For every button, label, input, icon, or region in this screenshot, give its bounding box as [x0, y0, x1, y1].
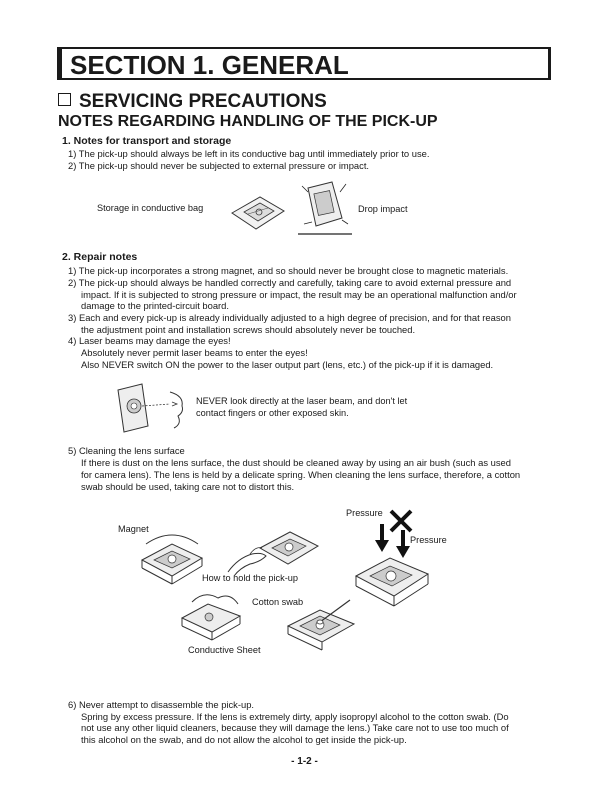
label-pressure-right: Pressure [410, 535, 447, 545]
label-magnet: Magnet [118, 524, 149, 534]
transport-heading: 1. Notes for transport and storage [62, 135, 232, 147]
repair-line-1: 1) The pick-up incorporates a strong magnet, and so should never be brought close to magnetic materials. [68, 265, 509, 276]
cleaning-line-2: If there is dust on the lens surface, the dust should be cleaned away by using an air bush (such as used [81, 457, 511, 468]
conductive-bag-illustration [228, 193, 288, 233]
conductive-sheet-pickup-illustration [178, 590, 246, 644]
laser-warning-line-1: NEVER look directly at the laser beam, and don't let [196, 396, 408, 406]
magnet-pickup-illustration [136, 530, 208, 586]
transport-item-2: 2) The pick-up should never be subjected to external pressure or impact. [68, 160, 370, 171]
pickup-heading: NOTES REGARDING HANDLING OF THE PICK-UP [58, 113, 438, 130]
laser-warning-line-2: contact fingers or other exposed skin. [196, 408, 349, 418]
repair-line-9: Also NEVER switch ON the power to the laser output part (lens, etc.) of the pick-up if it is damaged. [81, 359, 494, 370]
repair-line-2: 2) The pick-up should always be handled correctly and carefully, taking care to avoid external pressure and [68, 277, 512, 288]
label-cotton-swab: Cotton swab [252, 597, 304, 607]
cleaning-line-4: swab should be used, taking care not to distort this. [81, 481, 295, 492]
repair-line-5: 3) Each and every pick-up is already individually adjusted to a high degree of precision, and for that reason [68, 312, 511, 323]
disassemble-line-2: Spring by excess pressure. If the lens is extremely dirty, apply isopropyl alcohol to the cotton swab. (Do [81, 711, 509, 722]
repair-line-8: Absolutely never permit laser beams to enter the eyes! [81, 347, 308, 358]
disassemble-line-3: not use any other liquid cleaners, because they will damage the lens.) Take care not to use too much of [81, 722, 509, 733]
repair-line-6: the adjustment point and installation screws should absolutely never be touched. [81, 324, 416, 335]
repair-line-3: impact. If it is subjected to strong pressure or impact, the result may be an operational malfunction and/or [81, 289, 517, 300]
page-number: - 1-2 - [291, 756, 318, 767]
disassemble-line-1: 6) Never attempt to disassemble the pick-up. [68, 699, 255, 710]
checkbox-icon [58, 93, 71, 106]
repair-heading: 2. Repair notes [62, 251, 138, 263]
repair-line-4: damage to the printed-circuit board. [81, 300, 229, 311]
label-how-to-hold: How to hold the pick-up [202, 573, 299, 583]
servicing-heading [58, 91, 327, 113]
section-title: SECTION 1. GENERAL [57, 47, 551, 80]
cleaning-line-1: 5) Cleaning the lens surface [68, 445, 185, 456]
disassemble-line-4: this alcohol on the swab, and do not allow the alcohol to get inside the pick-up. [81, 734, 407, 745]
repair-line-7: 4) Laser beams may damage the eyes! [68, 335, 231, 346]
label-conductive-sheet: Conductive Sheet [188, 645, 261, 655]
laser-eye-illustration [112, 382, 192, 434]
transport-item-1: 1) The pick-up should always be left in its conductive bag until immediately prior to use. [68, 148, 430, 159]
drop-impact-illustration [294, 178, 356, 240]
label-drop-impact: Drop impact [358, 204, 408, 214]
label-storage-bag: Storage in conductive bag [97, 203, 204, 213]
label-pressure-top: Pressure [346, 508, 383, 518]
cleaning-line-3: for camera lens). The lens is held by a delicate spring. When cleaning the lens surface, therefore, a cotton [81, 469, 521, 480]
servicing-heading-text: SERVICING PRECAUTIONS [79, 91, 327, 112]
hold-pickup-illustration [226, 522, 322, 576]
cotton-swab-pickup-illustration [284, 598, 364, 652]
